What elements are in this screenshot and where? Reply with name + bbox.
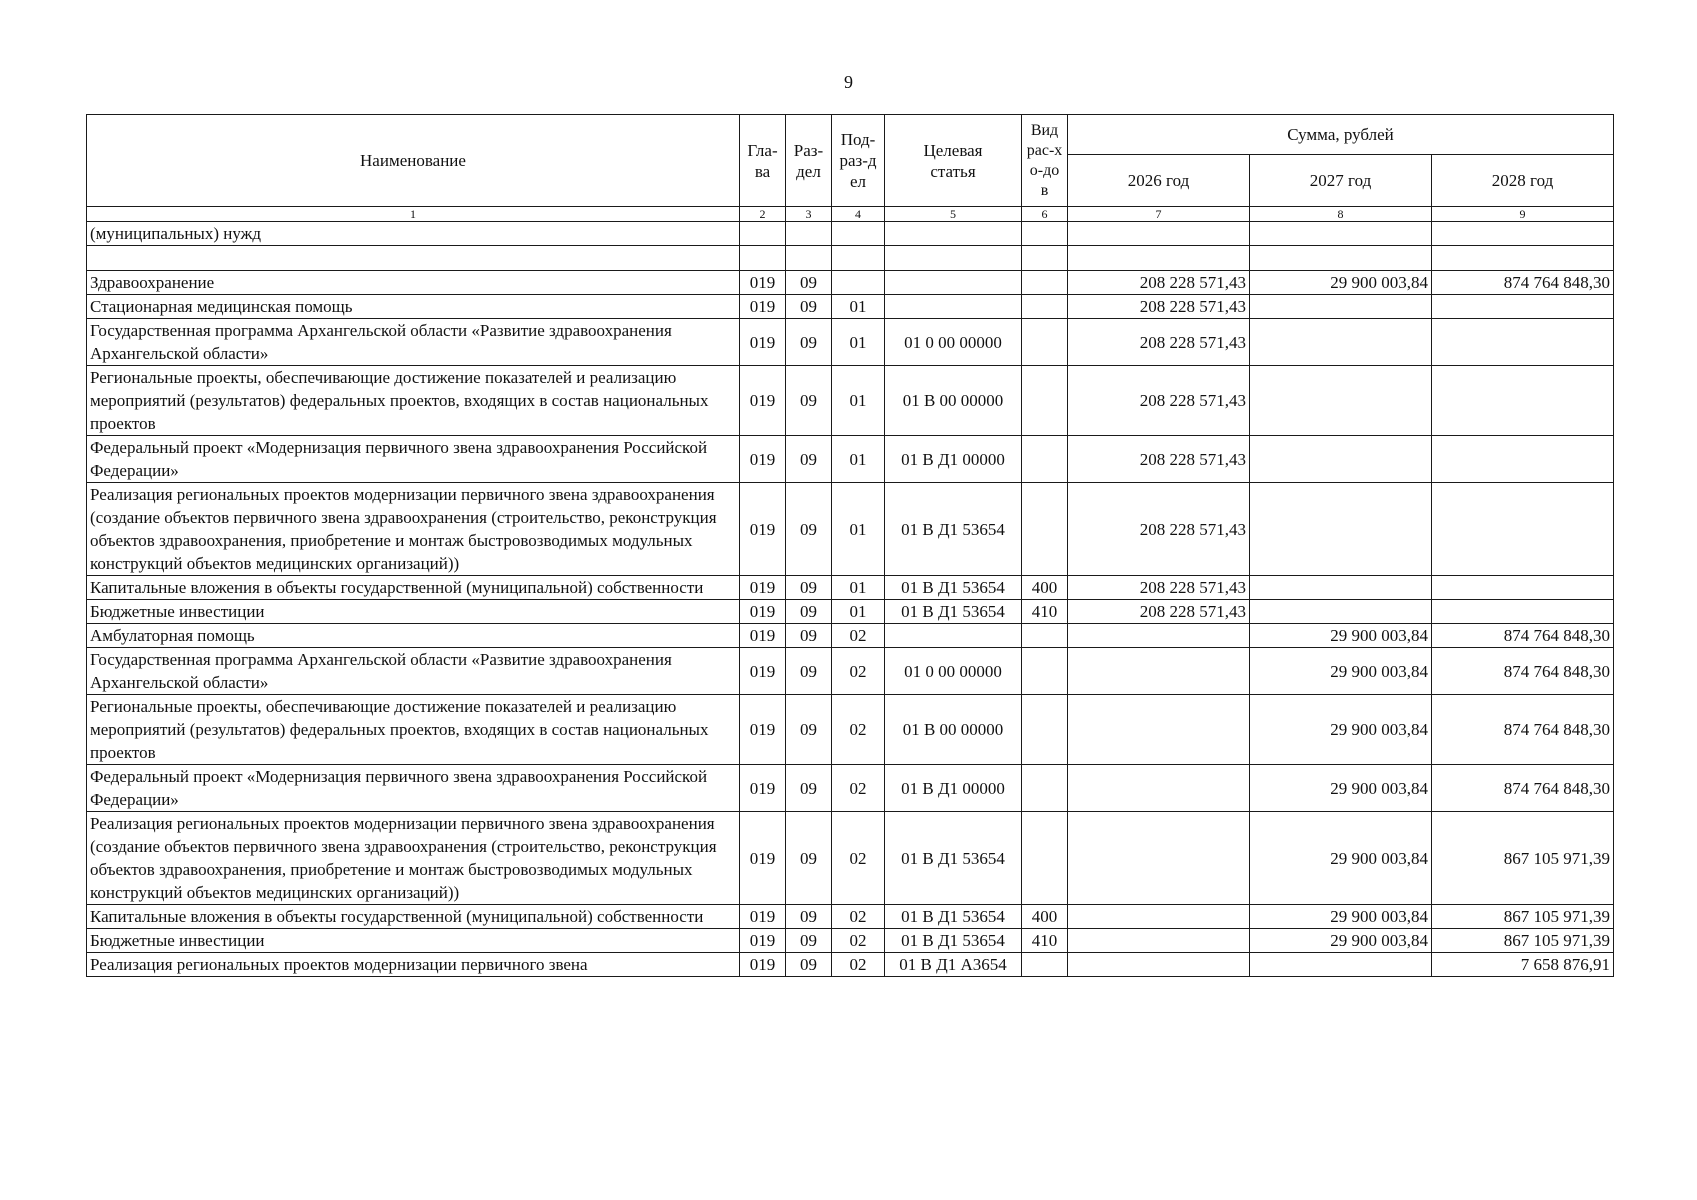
row-section: 09 [786,695,832,765]
row-2026: 208 228 571,43 [1068,271,1250,295]
table-row [87,929,1614,953]
column-number: 1 [87,207,740,222]
row-target: 01 В Д1 00000 [885,436,1022,483]
row-name: (муниципальных) нужд [87,222,740,246]
row-target: 01 В Д1 53654 [885,600,1022,624]
header-section [786,115,832,207]
row-expense-type [1022,436,1068,483]
header-section-text: Раз-дел [793,140,824,181]
row-name: Реализация региональных проектов модернизации первичного звена здравоохранения (создание объектов первичного звена здравоохранения (строительство, реконструкция объектов здравоохранения, приобретение и монтаж быстровозводимых модульных конструкций объектов медицинских организаций)) [87,812,740,905]
row-chapter: 019 [740,929,786,953]
row-name [87,246,740,271]
row-expense-type [1022,695,1068,765]
row-chapter: 019 [740,695,786,765]
row-subsection: 01 [832,483,885,576]
row-subsection [832,246,885,271]
row-section: 09 [786,624,832,648]
row-2027 [1250,483,1432,576]
row-2027 [1250,436,1432,483]
row-name: Региональные проекты, обеспечивающие достижение показателей и реализацию мероприятий (результатов) федеральных проектов, входящих в состав национальных проектов [87,366,740,436]
row-target: 01 В Д1 00000 [885,765,1022,812]
table-row [87,436,1614,483]
row-section [786,246,832,271]
header-target [885,115,1022,207]
row-2027: 29 900 003,84 [1250,695,1432,765]
row-subsection: 01 [832,436,885,483]
table-row [87,246,1614,271]
row-section: 09 [786,929,832,953]
table-row [87,812,1614,905]
row-2028: 7 658 876,91 [1432,953,1614,977]
row-subsection: 01 [832,295,885,319]
row-expense-type [1022,366,1068,436]
column-number: 6 [1022,207,1068,222]
row-2027: 29 900 003,84 [1250,271,1432,295]
row-2026: 208 228 571,43 [1068,483,1250,576]
row-2027: 29 900 003,84 [1250,624,1432,648]
row-2028 [1432,483,1614,576]
row-chapter: 019 [740,366,786,436]
column-number: 8 [1250,207,1432,222]
row-2026: 208 228 571,43 [1068,295,1250,319]
row-target: 01 В Д1 53654 [885,576,1022,600]
row-2026 [1068,246,1250,271]
row-2028 [1432,600,1614,624]
row-2026: 208 228 571,43 [1068,436,1250,483]
row-target: 01 В 00 00000 [885,695,1022,765]
row-2027 [1250,319,1432,366]
row-name: Региональные проекты, обеспечивающие достижение показателей и реализацию мероприятий (результатов) федеральных проектов, входящих в состав национальных проектов [87,695,740,765]
column-number: 9 [1432,207,1614,222]
row-2027 [1250,576,1432,600]
header-target-text: Целевая статья [923,140,983,181]
row-section [786,222,832,246]
row-section: 09 [786,812,832,905]
row-2028 [1432,319,1614,366]
column-number: 2 [740,207,786,222]
row-2027 [1250,953,1432,977]
row-name: Капитальные вложения в объекты государственной (муниципальной) собственности [87,905,740,929]
column-number: 5 [885,207,1022,222]
row-target [885,246,1022,271]
row-2028 [1432,246,1614,271]
row-2027 [1250,295,1432,319]
row-expense-type [1022,648,1068,695]
header-subsection-text: Под-раз-дел [839,130,877,191]
header-chapter [740,115,786,207]
row-name: Федеральный проект «Модернизация первичного звена здравоохранения Российской Федерации» [87,765,740,812]
row-chapter: 019 [740,905,786,929]
row-target [885,295,1022,319]
row-section: 09 [786,765,832,812]
row-expense-type [1022,222,1068,246]
row-2027 [1250,600,1432,624]
row-expense-type: 410 [1022,600,1068,624]
row-name: Государственная программа Архангельской области «Развитие здравоохранения Архангельской области» [87,319,740,366]
row-section: 09 [786,953,832,977]
row-2026 [1068,765,1250,812]
row-name: Реализация региональных проектов модернизации первичного звена [87,953,740,977]
row-2026 [1068,648,1250,695]
row-2027 [1250,222,1432,246]
table-row [87,765,1614,812]
row-section: 09 [786,366,832,436]
column-number: 3 [786,207,832,222]
row-chapter [740,246,786,271]
row-chapter: 019 [740,812,786,905]
row-subsection: 02 [832,905,885,929]
row-expense-type [1022,295,1068,319]
table-row [87,295,1614,319]
row-name: Капитальные вложения в объекты государственной (муниципальной) собственности [87,576,740,600]
row-chapter: 019 [740,483,786,576]
row-subsection: 01 [832,576,885,600]
row-chapter: 019 [740,648,786,695]
table-row [87,483,1614,576]
table-row [87,648,1614,695]
row-2027: 29 900 003,84 [1250,648,1432,695]
row-expense-type: 400 [1022,905,1068,929]
column-number: 7 [1068,207,1250,222]
column-number: 4 [832,207,885,222]
row-2028: 874 764 848,30 [1432,695,1614,765]
row-2028: 874 764 848,30 [1432,624,1614,648]
row-subsection: 01 [832,319,885,366]
row-2028 [1432,295,1614,319]
row-section: 09 [786,648,832,695]
row-2028: 874 764 848,30 [1432,648,1614,695]
row-target: 01 В Д1 53654 [885,929,1022,953]
row-target: 01 В Д1 53654 [885,812,1022,905]
row-target [885,271,1022,295]
row-expense-type [1022,624,1068,648]
row-target: 01 0 00 00000 [885,319,1022,366]
row-subsection: 02 [832,624,885,648]
row-2026 [1068,222,1250,246]
row-2028: 874 764 848,30 [1432,271,1614,295]
row-2026 [1068,812,1250,905]
row-2028: 867 105 971,39 [1432,812,1614,905]
header-subsection [832,115,885,207]
row-expense-type [1022,812,1068,905]
row-name: Бюджетные инвестиции [87,929,740,953]
row-2028: 867 105 971,39 [1432,929,1614,953]
row-expense-type [1022,319,1068,366]
row-chapter: 019 [740,624,786,648]
row-name: Стационарная медицинская помощь [87,295,740,319]
table-row [87,222,1614,246]
table-row [87,319,1614,366]
row-name: Бюджетные инвестиции [87,600,740,624]
row-2028 [1432,366,1614,436]
header-name: Наименование [87,115,740,207]
row-target: 01 В Д1 53654 [885,905,1022,929]
row-chapter: 019 [740,953,786,977]
row-target: 01 0 00 00000 [885,648,1022,695]
row-subsection: 02 [832,929,885,953]
table-row [87,624,1614,648]
header-2027: 2027 год [1250,155,1432,207]
budget-table [86,114,1614,977]
header-2026: 2026 год [1068,155,1250,207]
row-2027 [1250,246,1432,271]
row-section: 09 [786,600,832,624]
row-section: 09 [786,319,832,366]
table-row [87,366,1614,436]
row-section: 09 [786,905,832,929]
row-2026 [1068,953,1250,977]
row-2026: 208 228 571,43 [1068,366,1250,436]
row-subsection [832,222,885,246]
table-row [87,953,1614,977]
row-expense-type [1022,483,1068,576]
row-subsection: 01 [832,600,885,624]
header-chapter-text: Гла-ва [747,140,778,181]
table-row [87,695,1614,765]
row-2028: 874 764 848,30 [1432,765,1614,812]
row-name: Федеральный проект «Модернизация первичного звена здравоохранения Российской Федерации» [87,436,740,483]
row-expense-type: 400 [1022,576,1068,600]
row-chapter: 019 [740,271,786,295]
header-expense-type-text: Вид рас-хо-дов [1026,121,1063,199]
row-2027: 29 900 003,84 [1250,929,1432,953]
row-2028 [1432,576,1614,600]
row-2027 [1250,366,1432,436]
row-section: 09 [786,576,832,600]
row-2027: 29 900 003,84 [1250,812,1432,905]
header-2028: 2028 год [1432,155,1614,207]
row-name: Амбулаторная помощь [87,624,740,648]
row-target: 01 В Д1 53654 [885,483,1022,576]
row-expense-type [1022,953,1068,977]
row-2028: 867 105 971,39 [1432,905,1614,929]
row-subsection: 02 [832,695,885,765]
row-subsection: 02 [832,953,885,977]
row-chapter: 019 [740,576,786,600]
table-row [87,576,1614,600]
row-name: Государственная программа Архангельской области «Развитие здравоохранения Архангельской области» [87,648,740,695]
row-name: Здравоохранение [87,271,740,295]
row-subsection: 01 [832,366,885,436]
row-target [885,222,1022,246]
row-expense-type [1022,765,1068,812]
row-2026: 208 228 571,43 [1068,319,1250,366]
row-expense-type: 410 [1022,929,1068,953]
row-2027: 29 900 003,84 [1250,765,1432,812]
row-subsection: 02 [832,812,885,905]
table-row [87,905,1614,929]
row-2026 [1068,624,1250,648]
row-section: 09 [786,483,832,576]
row-name: Реализация региональных проектов модернизации первичного звена здравоохранения (создание объектов первичного звена здравоохранения (строительство, реконструкция объектов здравоохранения, приобретение и монтаж быстровозводимых модульных конструкций объектов медицинских организаций)) [87,483,740,576]
row-chapter: 019 [740,319,786,366]
row-section: 09 [786,436,832,483]
page-number: 9 [844,72,853,92]
row-2028 [1432,436,1614,483]
row-2026: 208 228 571,43 [1068,600,1250,624]
header-sum: Сумма, рублей [1068,115,1614,155]
table-row [87,271,1614,295]
row-section: 09 [786,295,832,319]
column-number-row [87,207,1614,222]
row-subsection [832,271,885,295]
header-expense-type [1022,115,1068,207]
table-row [87,600,1614,624]
row-2027: 29 900 003,84 [1250,905,1432,929]
row-target: 01 В 00 00000 [885,366,1022,436]
row-expense-type [1022,271,1068,295]
row-chapter: 019 [740,295,786,319]
row-expense-type [1022,246,1068,271]
row-subsection: 02 [832,765,885,812]
row-2028 [1432,222,1614,246]
row-section: 09 [786,271,832,295]
row-chapter: 019 [740,600,786,624]
row-2026: 208 228 571,43 [1068,576,1250,600]
row-2026 [1068,905,1250,929]
row-chapter: 019 [740,436,786,483]
row-target [885,624,1022,648]
row-chapter [740,222,786,246]
row-subsection: 02 [832,648,885,695]
row-2026 [1068,695,1250,765]
row-2026 [1068,929,1250,953]
row-target: 01 В Д1 А3654 [885,953,1022,977]
row-chapter: 019 [740,765,786,812]
